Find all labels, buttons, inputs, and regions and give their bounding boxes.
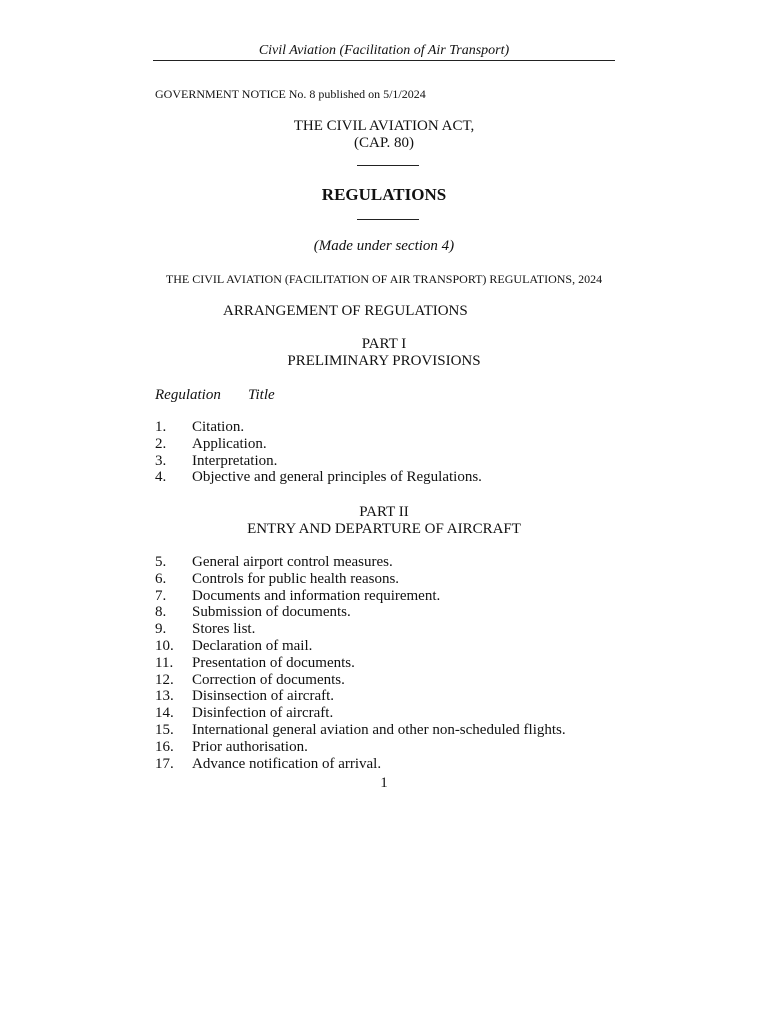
- list-item: [155, 638, 566, 655]
- regulation-column-heading: Regulation: [155, 387, 221, 403]
- regulation-number: 2.: [155, 435, 167, 452]
- arrangement-heading: ARRANGEMENT OF REGULATIONS: [223, 303, 468, 319]
- part-title: ENTRY AND DEPARTURE OF AIRCRAFT: [247, 521, 521, 537]
- regulation-title: General airport control measures.: [192, 554, 393, 570]
- regulation-title: Submission of documents.: [192, 604, 351, 621]
- list-item: [155, 419, 482, 436]
- part-label: PART II: [359, 504, 409, 520]
- regulation-title: Disinfection of aircraft.: [192, 705, 334, 722]
- list-item: [155, 756, 566, 773]
- regulation-number: 1.: [155, 419, 167, 435]
- regulation-title: Documents and information requirement.: [192, 587, 441, 604]
- header-divider: [153, 60, 615, 61]
- regulation-number: 16.: [155, 738, 174, 755]
- regulation-number: 15.: [155, 721, 174, 738]
- heading-divider: [357, 219, 419, 220]
- regulation-title: Citation.: [192, 419, 245, 435]
- list-item: [155, 672, 566, 689]
- act-title: THE CIVIL AVIATION ACT,: [293, 118, 475, 134]
- regulation-title: Interpretation.: [192, 452, 278, 469]
- regulation-title: Objective and general principles of Regulations.: [192, 469, 482, 486]
- regulation-title: Stores list.: [192, 621, 256, 638]
- regulation-title: Application.: [192, 435, 267, 452]
- regulation-list-part-2: [155, 554, 566, 772]
- regulation-title: Presentation of documents.: [192, 654, 355, 671]
- list-item: [155, 621, 566, 638]
- regulations-heading: REGULATIONS: [321, 185, 447, 204]
- government-notice: GOVERNMENT NOTICE No. 8 published on 5/1/2024: [155, 87, 426, 101]
- regulation-number: 12.: [155, 671, 174, 688]
- list-item: [155, 554, 566, 571]
- title-divider: [357, 165, 419, 166]
- regulation-number: 17.: [155, 755, 174, 772]
- regulation-title: Advance notification of arrival.: [192, 755, 382, 772]
- regulation-number: 6.: [155, 570, 167, 587]
- list-item: [155, 688, 566, 705]
- regulation-number: 7.: [155, 587, 167, 604]
- regulation-number: 4.: [155, 469, 167, 486]
- regulation-number: 14.: [155, 705, 174, 722]
- list-item: [155, 705, 566, 722]
- column-headings: [155, 386, 275, 404]
- regulation-title: Declaration of mail.: [192, 637, 313, 654]
- regulation-title: Prior authorisation.: [192, 738, 308, 755]
- regulation-number: 3.: [155, 452, 167, 469]
- regulation-number: 10.: [155, 637, 174, 654]
- regulation-number: 9.: [155, 621, 167, 638]
- list-item: [155, 588, 566, 605]
- part-title: PRELIMINARY PROVISIONS: [287, 353, 481, 369]
- list-item: [155, 722, 566, 739]
- list-item: [155, 739, 566, 756]
- running-header: Civil Aviation (Facilitation of Air Transport): [258, 43, 510, 58]
- regulation-number: 8.: [155, 604, 167, 621]
- page-number: 1: [380, 775, 388, 791]
- list-item: [155, 453, 482, 470]
- list-item: [155, 571, 566, 588]
- made-under-note: (Made under section 4): [313, 238, 455, 254]
- title-column-heading: Title: [248, 387, 275, 403]
- list-item: [155, 436, 482, 453]
- regulation-list-part-1: [155, 419, 482, 486]
- regulations-title: THE CIVIL AVIATION (FACILITATION OF AIR TRANSPORT) REGULATIONS, 2024: [165, 272, 603, 286]
- list-item: [155, 604, 566, 621]
- regulation-number: 11.: [155, 654, 174, 671]
- regulation-title: Disinsection of aircraft.: [192, 688, 335, 705]
- list-item: [155, 655, 566, 672]
- list-item: [155, 469, 482, 486]
- regulation-title: Correction of documents.: [192, 671, 345, 688]
- part-label: PART I: [361, 336, 407, 352]
- regulation-title: Controls for public health reasons.: [192, 570, 400, 587]
- regulation-title: International general aviation and other non-scheduled flights.: [192, 721, 566, 738]
- regulation-number: 13.: [155, 688, 174, 705]
- regulation-number: 5.: [155, 554, 167, 570]
- act-cap: (CAP. 80): [353, 135, 414, 151]
